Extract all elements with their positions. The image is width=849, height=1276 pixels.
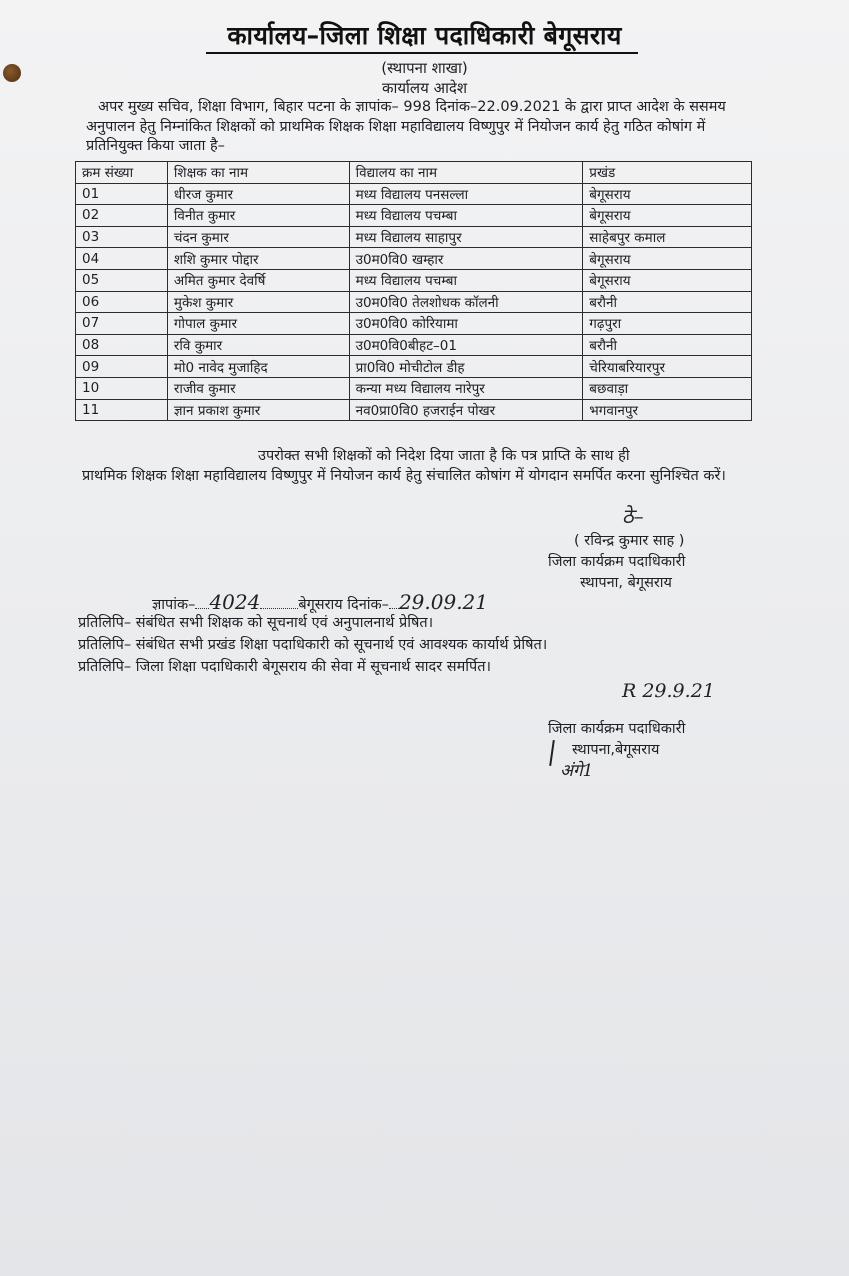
memo-label: ज्ञापांक–: [152, 597, 196, 613]
table-row: [76, 205, 752, 227]
copy-line: प्रतिलिपि– जिला शिक्षा पदाधिकारी बेगूसराय की सेवा में सूचनार्थ सादर समर्पित।: [78, 659, 492, 675]
cell-school-name: नव0प्रा0वि0 हजराईन पोखर: [349, 399, 583, 421]
table-header-row: [76, 162, 752, 184]
cell-teacher-name: शशि कुमार पोद्दार: [167, 248, 349, 270]
cell-serial: 06: [76, 291, 168, 313]
cell-block: बेगूसराय: [583, 183, 752, 205]
table-row: [76, 399, 752, 421]
cell-serial: 03: [76, 226, 168, 248]
instruction-paragraph: [82, 447, 742, 486]
cell-school-name: उ0म0वि0 कोरियामा: [349, 313, 583, 335]
memo-place-date-label: बेगूसराय दिनांक–: [298, 597, 389, 613]
cell-serial: 07: [76, 313, 168, 335]
second-signatory-designation: जिला कार्यक्रम पदाधिकारी: [548, 721, 686, 737]
cell-teacher-name: गोपाल कुमार: [167, 313, 349, 335]
memo-line: [152, 590, 488, 614]
cell-serial: 02: [76, 205, 168, 227]
cell-block: बेगूसराय: [583, 269, 752, 291]
cell-teacher-name: ज्ञान प्रकाश कुमार: [167, 399, 349, 421]
cell-serial: 10: [76, 377, 168, 399]
cell-teacher-name: मो0 नावेद मुजाहिद: [167, 356, 349, 378]
cell-teacher-name: अमित कुमार देवर्षि: [167, 269, 349, 291]
page-title: कार्यालय–जिला शिक्षा पदाधिकारी बेगूसराय: [227, 21, 622, 50]
cell-serial: 09: [76, 356, 168, 378]
cell-school-name: कन्या मध्य विद्यालय नारेपुर: [349, 377, 583, 399]
signatory-designation: जिला कार्यक्रम पदाधिकारी: [548, 554, 686, 570]
column-header-teacher: शिक्षक का नाम: [167, 162, 349, 184]
table-row: [76, 377, 752, 399]
column-header-block: प्रखंड: [583, 162, 752, 184]
cell-block: बरौनी: [583, 334, 752, 356]
cell-block: बरौनी: [583, 291, 752, 313]
cell-teacher-name: राजीव कुमार: [167, 377, 349, 399]
copy-line: प्रतिलिपि– संबंधित सभी शिक्षक को सूचनार्थ एवं अनुपालनार्थ प्रेषित।: [78, 615, 434, 631]
cell-school-name: मध्य विद्यालय पनसल्ला: [349, 183, 583, 205]
cell-block: भगवानपुर: [583, 399, 752, 421]
cell-block: बेगूसराय: [583, 248, 752, 270]
memo-number: 4024: [209, 590, 261, 614]
second-signatory-office: स्थापना,बेगूसराय: [572, 742, 660, 758]
cell-serial: 11: [76, 399, 168, 421]
table-row: [76, 356, 752, 378]
cell-school-name: मध्य विद्यालय साहापुर: [349, 226, 583, 248]
table-row: [76, 226, 752, 248]
intro-paragraph: अपर मुख्य सचिव, शिक्षा विभाग, बिहार पटना के ज्ञापांक– 998 दिनांक–22.09.2021 के द्वारा प्राप्त आदेश के ससमय अनुपालन हेतु निम्नांकित शिक्षकों को प्राथमिक शिक्षक शिक्षा महाविद्यालय विष्णुपुर में नियोजन कार्य हेतु गठित कोषांग में प्रतिनियुक्त किया जाता है–: [86, 99, 726, 154]
order-title: कार्यालय आदेश: [381, 79, 468, 97]
cell-school-name: मध्य विद्यालय पचम्बा: [349, 269, 583, 291]
column-header-serial: क्रम संख्या: [76, 162, 168, 184]
signatory-name: ( रविन्द्र कुमार साह ): [574, 533, 685, 549]
table-row: [76, 291, 752, 313]
handwritten-note: अंगे1: [560, 761, 594, 781]
column-header-school: विद्यालय का नाम: [349, 162, 583, 184]
cell-serial: 08: [76, 334, 168, 356]
table-body: [76, 183, 752, 421]
cell-school-name: उ0म0वि0बीहट–01: [349, 334, 583, 356]
cell-school-name: प्रा0वि0 मोचीटोल डीह: [349, 356, 583, 378]
second-signature-scribble: R 29.9.21: [622, 680, 715, 702]
cell-serial: 04: [76, 248, 168, 270]
table-row: [76, 248, 752, 270]
cell-block: साहेबपुर कमाल: [583, 226, 752, 248]
instruction-rest: प्राथमिक शिक्षक शिक्षा महाविद्यालय विष्णुपुर में नियोजन कार्य हेतु संचालित कोषांग में योगदान समर्पित करना सुनिश्चित करें।: [82, 467, 726, 484]
cell-serial: 01: [76, 183, 168, 205]
table-row: [76, 269, 752, 291]
cell-teacher-name: रवि कुमार: [167, 334, 349, 356]
second-signatory-block: [548, 719, 685, 761]
cell-teacher-name: धीरज कुमार: [167, 183, 349, 205]
table-row: [76, 334, 752, 356]
table-row: [76, 183, 752, 205]
cell-block: चेरियाबरियारपुर: [583, 356, 752, 378]
cell-school-name: उ0म0वि0 तेलशोधक कॉलनी: [349, 291, 583, 313]
cell-teacher-name: मुकेश कुमार: [167, 291, 349, 313]
cell-serial: 05: [76, 269, 168, 291]
copy-list: [78, 612, 547, 678]
memo-date: 29.09.21: [398, 590, 488, 614]
signatory-block: [548, 531, 685, 594]
signature-scribble: ठे–: [622, 504, 644, 528]
cell-block: बछवाड़ा: [583, 377, 752, 399]
cell-school-name: मध्य विद्यालय पचम्बा: [349, 205, 583, 227]
cell-teacher-name: विनीत कुमार: [167, 205, 349, 227]
staff-table: [75, 161, 752, 421]
signatory-office: स्थापना, बेगूसराय: [580, 575, 672, 591]
instruction-first-line: उपरोक्त सभी शिक्षकों को निदेश दिया जाता है कि पत्र प्राप्ति के साथ ही: [258, 448, 630, 464]
table-row: [76, 313, 752, 335]
section-name: (स्थापना शाखा): [381, 59, 468, 77]
cell-school-name: उ0म0वि0 खम्हार: [349, 248, 583, 270]
cell-teacher-name: चंदन कुमार: [167, 226, 349, 248]
cell-block: बेगूसराय: [583, 205, 752, 227]
title-underline: [206, 52, 638, 54]
cell-block: गढ़पुरा: [583, 313, 752, 335]
copy-line: प्रतिलिपि– संबंधित सभी प्रखंड शिक्षा पदाधिकारी को सूचनार्थ एवं आवश्यक कार्यार्थ प्रेषित।: [78, 637, 548, 653]
